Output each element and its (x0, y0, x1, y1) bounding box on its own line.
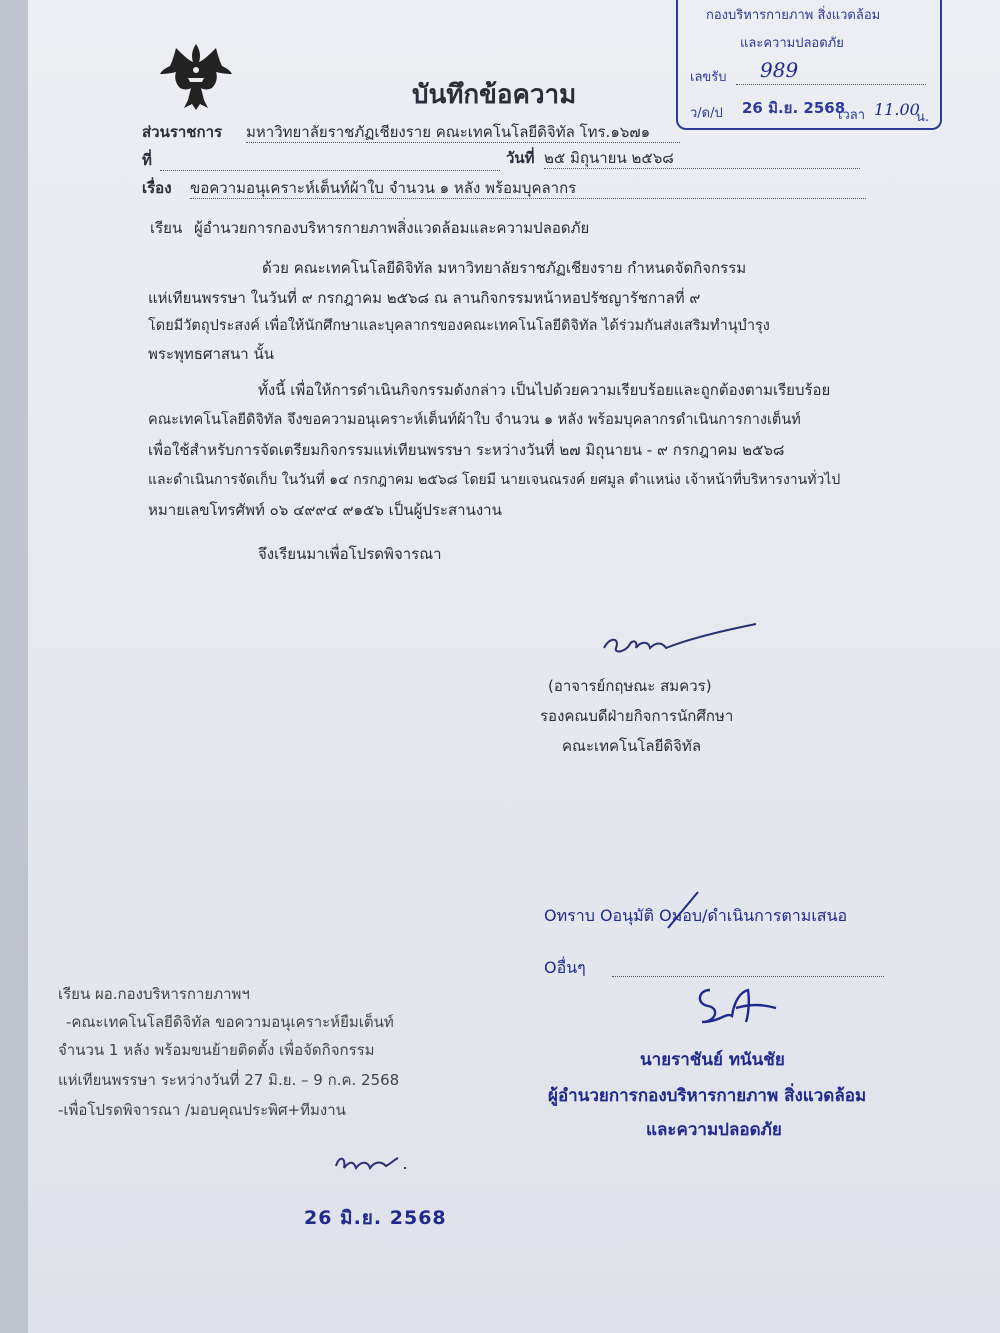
salutation-label: เรียน (150, 219, 183, 237)
agency-label: ส่วนราชการ (142, 123, 223, 141)
body-p1-line4: พระพุทธศาสนา นั้น (148, 345, 274, 363)
memo-paper (28, 0, 1000, 1333)
subject-label: เรื่อง (142, 179, 172, 197)
body-p2-line4: และดำเนินการจัดเก็บ ในวันที่ ๑๔ กรกฎาคม ๒๕๖๘ โดยมี นายเจนณรงค์ ยศมูล ตำแหน่ง เจ้าหน้าที่บริหารงานทั่วไป (148, 472, 841, 488)
receiving-stamp (676, 0, 942, 130)
note-line3: จำนวน 1 หลัง พร้อมขนย้ายติดตั้ง เพื่อจัดกิจกรรม (58, 1041, 375, 1059)
stamp-recv-number: 989 (760, 58, 799, 82)
approval-check-mark (664, 888, 704, 932)
note-line5: -เพื่อโปรดพิจารณา /มอบคุณประพิศ+ทีมงาน (58, 1101, 346, 1119)
date-label: วันที่ (506, 149, 535, 167)
memo-title: บันทึกข้อความ (412, 80, 577, 110)
note-line1: เรียน ผอ.กองบริหารกายภาพฯ (58, 985, 250, 1003)
salutation-value: ผู้อำนวยการกองบริหารกายภาพสิ่งแวดล้อมและความปลอดภัย (194, 219, 590, 237)
approval-options: Oทราบ Oอนุมัติ Oมอบ/ดำเนินการตามเสนอ (544, 906, 848, 925)
subject-value: ขอความอนุเคราะห์เต็นท์ผ้าใบ จำนวน ๑ หลัง พร้อมบุคลากร (190, 178, 866, 199)
stamp-office-line2: และความปลอดภัย (740, 36, 844, 51)
note-line4: แห่เทียนพรรษา ระหว่างวันที่ 27 มิ.ย. – 9 ก.ค. 2568 (58, 1071, 400, 1089)
approval-other-line (612, 958, 884, 977)
stamp-time-label: เวลา (838, 108, 866, 123)
garuda-emblem-icon (158, 40, 234, 112)
stamp-time-value: 11.00 (874, 100, 920, 119)
director-name: นายราชันย์ ทนันชัย (640, 1050, 785, 1070)
note-date-stamp: 26 มิ.ย. 2568 (304, 1207, 447, 1229)
signer-name: (อาจารย์กฤษณะ สมควร) (548, 677, 712, 695)
page-edge-shadow (0, 0, 28, 1333)
body-p1-line3: โดยมีวัตถุประสงค์ เพื่อให้นักศึกษาและบุคลากรของคณะเทคโนโลยีดิจิทัล ได้ร่วมกันส่งเสริมทำนุบำรุง (148, 318, 770, 334)
director-position-line2: และความปลอดภัย (646, 1120, 782, 1140)
closing-line: จึงเรียนมาเพื่อโปรดพิจารณา (258, 545, 442, 563)
signer-signature (596, 618, 766, 670)
ref-line (160, 150, 500, 171)
body-p1-line2: แห่เทียนพรรษา ในวันที่ ๙ กรกฎาคม ๒๕๖๘ ณ ลานกิจกรรมหน้าหอปรัชญารัชกาลที่ ๙ (148, 289, 701, 307)
signer-position: รองคณบดีฝ่ายกิจการนักศึกษา (540, 707, 734, 725)
body-p2-line3: เพื่อใช้สำหรับการจัดเตรียมกิจกรรมแห่เทียนพรรษา ระหว่างวันที่ ๒๗ มิถุนายน - ๙ กรกฎาคม ๒๕๖๘ (148, 441, 785, 459)
approval-other-label: Oอื่นๆ (544, 958, 586, 977)
stamp-date-label: ว/ด/ป (690, 106, 723, 121)
body-p2-line2: คณะเทคโนโลยีดิจิทัล จึงขอความอนุเคราะห์เต็นท์ผ้าใบ จำนวน ๑ หลัง พร้อมบุคลากรดำเนินการกางเต็นท์ (148, 412, 801, 428)
body-p2-line1: ทั้งนี้ เพื่อให้การดำเนินกิจกรรมดังกล่าว เป็นไปด้วยความเรียบร้อยและถูกต้องตามเรียบร้อย (258, 381, 831, 399)
agency-value: มหาวิทยาลัยราชภัฏเชียงราย คณะเทคโนโลยีดิจิทัล โทร.๑๖๗๑ (246, 122, 680, 143)
director-signature (690, 982, 790, 1034)
director-position-line1: ผู้อำนวยการกองบริหารกายภาพ สิ่งแวดล้อม (548, 1086, 867, 1106)
note-initials-signature (332, 1146, 412, 1178)
stamp-recv-label: เลขรับ (690, 70, 727, 85)
body-p1-line1: ด้วย คณะเทคโนโลยีดิจิทัล มหาวิทยาลัยราชภัฏเชียงราย กำหนดจัดกิจกรรม (262, 259, 747, 277)
date-value: ๒๕ มิถุนายน ๒๕๖๘ (544, 148, 860, 169)
signer-faculty: คณะเทคโนโลยีดิจิทัล (562, 737, 702, 755)
note-line2: -คณะเทคโนโลยีดิจิทัล ขอความอนุเคราะห์ยืมเต็นท์ (66, 1013, 394, 1031)
stamp-office-line1: กองบริหารกายภาพ สิ่งแวดล้อม (706, 8, 881, 23)
body-p2-line5: หมายเลขโทรศัพท์ ๐๖ ๔๙๙๔ ๙๑๕๖ เป็นผู้ประสานงาน (148, 501, 502, 519)
ref-label: ที่ (142, 151, 152, 169)
stamp-date-value: 26 มิ.ย. 2568 (742, 99, 846, 117)
stamp-time-unit: น. (916, 110, 930, 125)
